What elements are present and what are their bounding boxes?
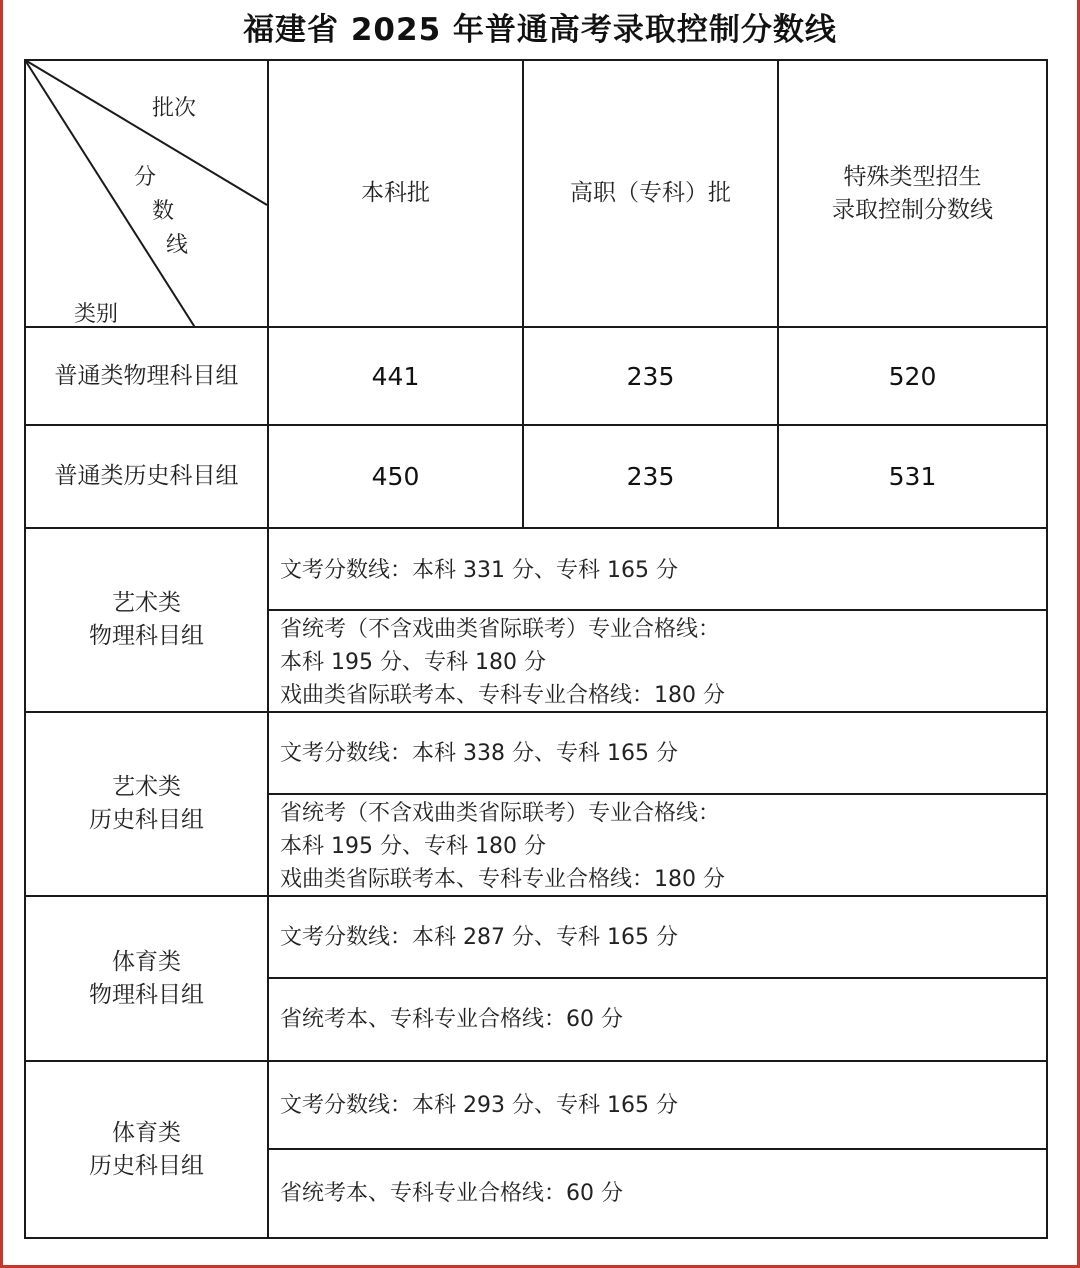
document-title: 福建省 2025 年普通高考录取控制分数线 <box>243 12 837 48</box>
score-table <box>24 59 1048 1239</box>
art-history-culture-line: 文考分数线：本科 338 分、专科 165 分 <box>280 741 678 766</box>
red-frame-left <box>0 0 3 1268</box>
sports-physics-major-line: 省统考本、专科专业合格线：60 分 <box>280 1007 623 1032</box>
row-label-general-physics: 普通类物理科目组 <box>54 362 239 389</box>
score-general-history-vocational: 235 <box>626 462 675 491</box>
score-general-physics-undergrad: 441 <box>371 361 420 391</box>
corner-diagonal-lines <box>24 59 269 328</box>
row-label-art-history: 艺术类 历史科目组 <box>89 774 204 833</box>
header-vocational: 高职（专科）批 <box>570 180 731 206</box>
row-label-sports-history: 体育类 历史科目组 <box>89 1119 204 1179</box>
row-label-general-history: 普通类历史科目组 <box>54 463 239 489</box>
border-right <box>1046 59 1048 1239</box>
sports-physics-culture-line: 文考分数线：本科 287 分、专科 165 分 <box>280 925 678 950</box>
corner-score-char-3: 线 <box>166 233 189 258</box>
corner-batch-label: 批次 <box>152 96 197 121</box>
score-general-physics-vocational: 235 <box>626 361 675 391</box>
score-general-physics-special: 520 <box>888 361 937 391</box>
score-general-history-undergrad: 450 <box>371 462 420 491</box>
corner-score-char-2: 数 <box>152 199 175 224</box>
subrow-divider-3 <box>267 977 1048 979</box>
subrow-divider-1 <box>267 609 1048 611</box>
corner-category-label: 类别 <box>74 302 119 327</box>
art-physics-major-line: 省统考（不含戏曲类省际联考）专业合格线： 本科 195 分、专科 180 分 戏曲类省际联考本、专科专业合格线：180 分 <box>280 617 725 708</box>
row-label-sports-physics: 体育类 物理科目组 <box>89 948 204 1008</box>
subrow-divider-4 <box>267 1148 1048 1150</box>
subrow-divider-2 <box>267 793 1048 795</box>
corner-score-char-1: 分 <box>134 165 157 190</box>
header-undergrad: 本科批 <box>361 180 430 206</box>
sports-history-major-line: 省统考本、专科专业合格线：60 分 <box>280 1181 623 1206</box>
row-label-art-physics: 艺术类 物理科目组 <box>89 590 204 649</box>
header-special: 特殊类型招生 录取控制分数线 <box>832 163 993 223</box>
sports-history-culture-line: 文考分数线：本科 293 分、专科 165 分 <box>280 1093 678 1118</box>
art-physics-culture-line: 文考分数线：本科 331 分、专科 165 分 <box>280 558 678 583</box>
border-bottom <box>24 1237 1048 1239</box>
score-general-history-special: 531 <box>888 462 937 491</box>
art-history-major-line: 省统考（不含戏曲类省际联考）专业合格线： 本科 195 分、专科 180 分 戏曲类省际联考本、专科专业合格线：180 分 <box>280 801 725 892</box>
